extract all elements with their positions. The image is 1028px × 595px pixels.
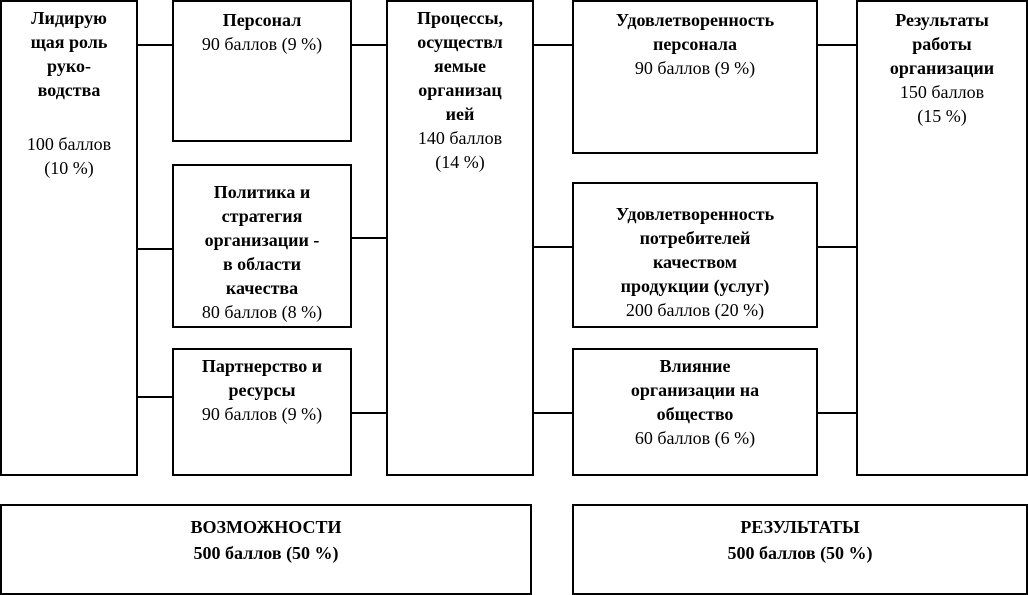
enablers-box — [0, 504, 532, 595]
leadership-score: 100 баллов — [26, 134, 112, 154]
customer-satisfaction-title-line: Удовлетворенность — [615, 204, 775, 224]
customer-satisfaction-title-line: продукции (услуг) — [620, 276, 770, 296]
society-impact-title-line: организации на — [630, 380, 760, 400]
org-results-box — [856, 0, 1028, 476]
partnership-title-line: ресурсы — [228, 380, 296, 400]
org-results-percent: (15 %) — [917, 106, 967, 126]
processes-score: 140 баллов — [417, 128, 503, 148]
customer-satisfaction-score: 200 баллов (20 %) — [625, 300, 765, 320]
personnel-satisfaction-box — [572, 0, 818, 154]
policy-box — [172, 164, 352, 328]
connector-policy-processes — [350, 237, 388, 239]
personnel-satisfaction-title-line: персонала — [653, 34, 737, 54]
processes-title-line: организац — [418, 80, 502, 100]
customer-satisfaction-box — [572, 182, 818, 328]
leadership-title-line: щая роль — [30, 32, 108, 52]
leadership-title-line: руко- — [47, 56, 91, 76]
personnel-score: 90 баллов (9 %) — [201, 34, 323, 54]
processes-box — [386, 0, 534, 476]
society-impact-box — [572, 348, 818, 476]
personnel-satisfaction-score: 90 баллов (9 %) — [634, 58, 756, 78]
connector-leadership-policy — [136, 248, 172, 250]
connector-leadership-partnership — [136, 396, 172, 398]
policy-title-line: организации - — [204, 230, 320, 250]
society-impact-title-line: общество — [656, 404, 734, 424]
connector-customer-satisfaction-results — [816, 246, 858, 248]
processes-percent: (14 %) — [435, 152, 485, 172]
results-box — [572, 504, 1028, 595]
processes-title-line: ией — [445, 104, 475, 124]
connector-partnership-processes — [350, 412, 388, 414]
processes-title-line: осуществл — [417, 32, 503, 52]
leadership-percent: (10 %) — [44, 158, 94, 178]
partnership-title-line: Партнерство и — [201, 356, 323, 376]
policy-title-line: стратегия — [221, 206, 303, 226]
partnership-score: 90 баллов (9 %) — [201, 404, 323, 424]
org-results-score: 150 баллов — [899, 82, 985, 102]
society-impact-title-line: Влияние — [659, 356, 731, 376]
leadership-title-line: Лидирую — [31, 8, 107, 28]
org-results-title-line: работы — [912, 34, 972, 54]
partnership-box — [172, 348, 352, 476]
leadership-title-line: водства — [37, 80, 101, 100]
personnel-title: Персонал — [222, 10, 302, 30]
org-results-title-line: Результаты — [895, 10, 989, 30]
org-results-title-line: организации — [889, 58, 995, 78]
personnel-satisfaction-title-line: Удовлетворенность — [615, 10, 775, 30]
personnel-box — [172, 0, 352, 142]
processes-title-line: яемые — [433, 56, 487, 76]
processes-title-line: Процессы, — [416, 8, 504, 28]
results-title: РЕЗУЛЬТАТЫ — [740, 517, 860, 537]
policy-title-line: Политика и — [213, 182, 311, 202]
connector-personnel-satisfaction-results — [816, 44, 858, 46]
results-score: 500 баллов (50 %) — [727, 543, 873, 563]
connector-processes-society — [532, 412, 572, 414]
customer-satisfaction-title-line: качеством — [652, 252, 738, 272]
policy-score: 80 баллов (8 %) — [201, 302, 323, 322]
policy-title-line: в области — [222, 254, 302, 274]
society-impact-score: 60 баллов (6 %) — [634, 428, 756, 448]
customer-satisfaction-title-line: потребителей — [639, 228, 751, 248]
policy-title-line: качества — [225, 278, 299, 298]
enablers-title: ВОЗМОЖНОСТИ — [190, 517, 342, 537]
connector-society-results — [816, 412, 858, 414]
connector-processes-customer-satisfaction — [532, 246, 572, 248]
connector-processes-personnel-satisfaction — [532, 44, 572, 46]
connector-leadership-personnel — [136, 44, 172, 46]
enablers-score: 500 баллов (50 %) — [193, 543, 339, 563]
connector-personnel-processes — [350, 44, 388, 46]
leadership-box — [0, 0, 138, 476]
